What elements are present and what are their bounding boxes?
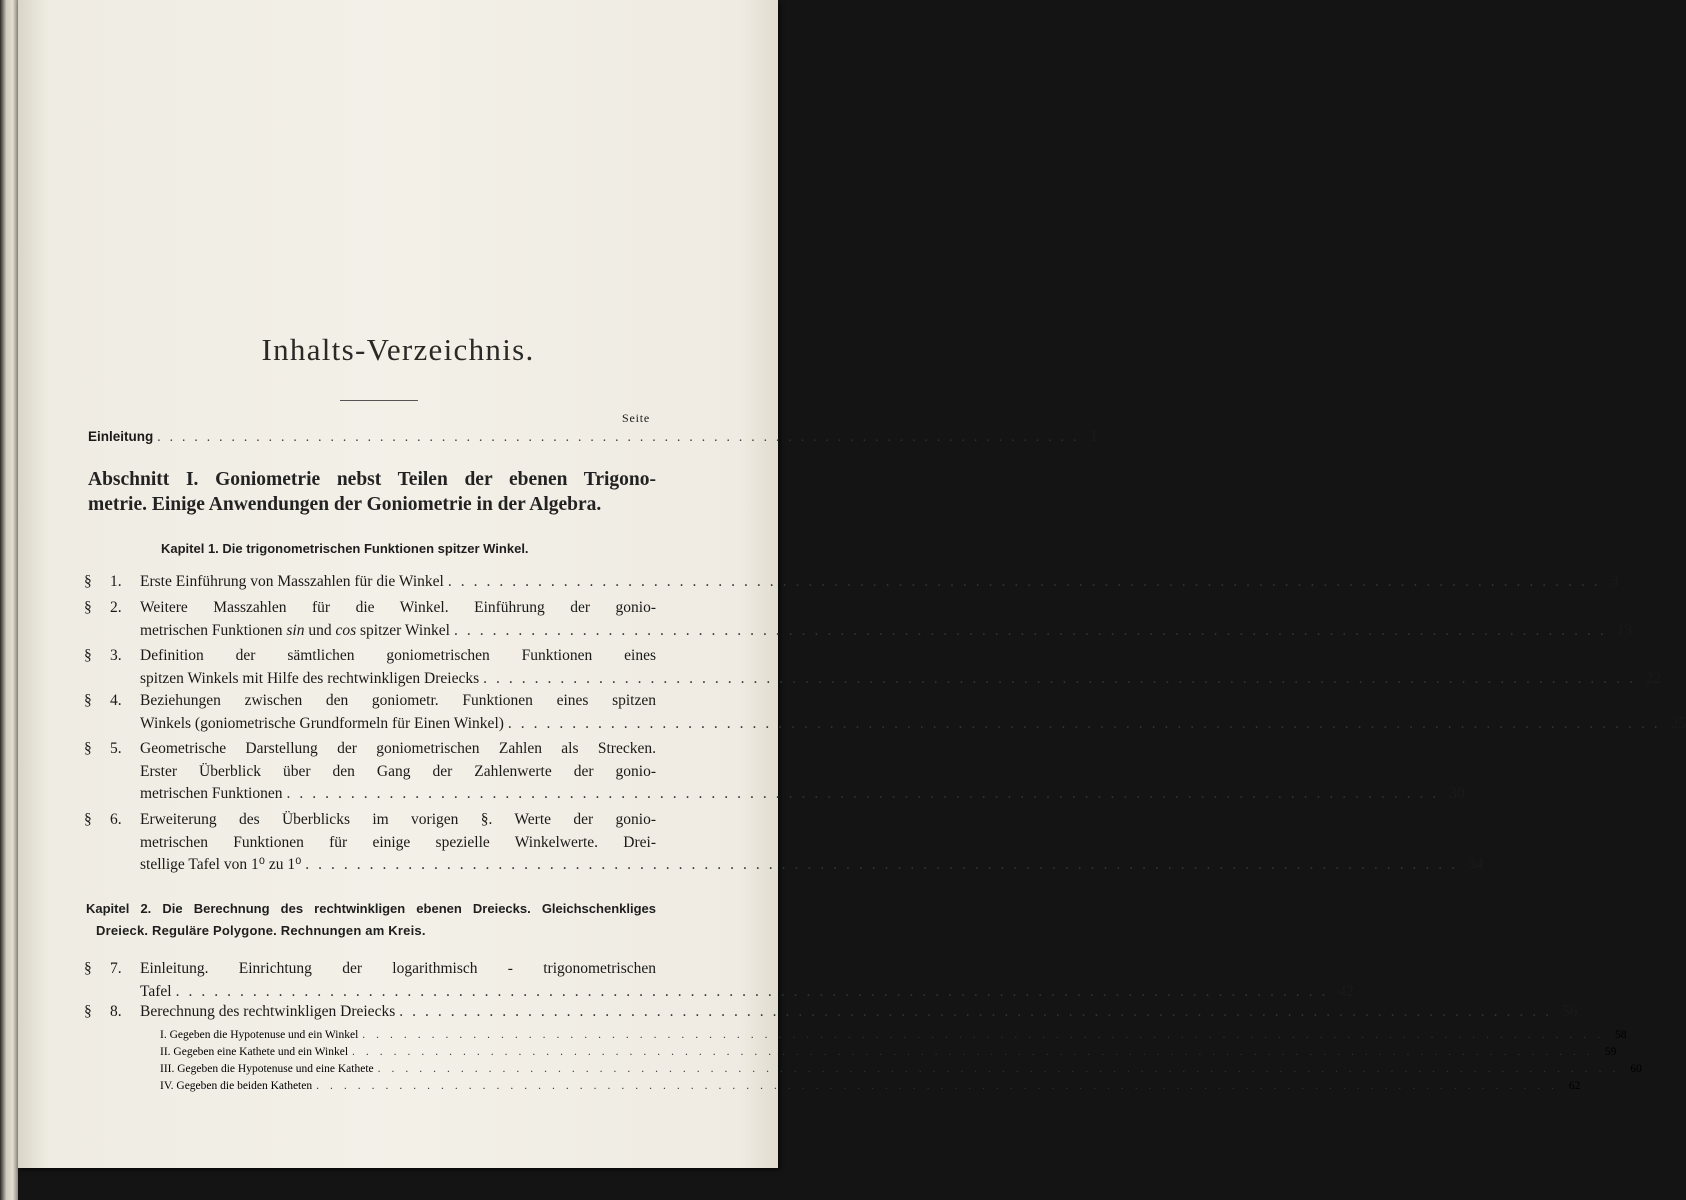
section-line: Weitere Masszahlen für die Winkel. Einführung der gonio- xyxy=(140,599,656,616)
section-page: 3 xyxy=(1610,573,1619,590)
subentry-row xyxy=(160,1080,1581,1094)
title-divider xyxy=(340,400,418,401)
section-line: stellige Tafel von 1⁰ zu 1⁰ xyxy=(140,856,302,873)
einleitung-label: Einleitung xyxy=(88,429,154,444)
leader-dots: .......................................................................................... xyxy=(305,856,1465,873)
leader-dots: .......................................................................................... xyxy=(175,982,1335,1000)
subentry-row xyxy=(160,1046,1617,1060)
section-line: Definition der sämtlichen goniometrischen Funktionen eines xyxy=(140,647,656,664)
leader-dots: .......................................................................................... xyxy=(399,1003,1558,1020)
book-page xyxy=(18,0,1686,1168)
section-last-line xyxy=(140,713,1686,736)
section-sign: § xyxy=(84,1003,92,1020)
section-number: 3. xyxy=(110,647,122,664)
section-line: Tafel xyxy=(140,982,172,1000)
section-sign: § xyxy=(84,647,92,664)
leader-dots: .......................................................................................... xyxy=(447,573,1607,590)
subentry-page: 60 xyxy=(1630,1063,1642,1075)
book-spine-edge xyxy=(0,0,18,1200)
section-number: 1. xyxy=(110,573,122,590)
subentry-text: IV. Gegeben die beiden Katheten xyxy=(160,1080,313,1092)
leader-dots: .......................................................................................... xyxy=(362,1029,1612,1041)
section-text xyxy=(140,738,1465,806)
section-line: Erster Überblick über den Gang der Zahlenwerte der gonio- xyxy=(140,762,656,780)
section-last-line xyxy=(140,783,1465,806)
section-sign: § xyxy=(84,599,92,616)
leader-dots: .......................................................................................... xyxy=(453,621,1613,639)
section-number: 7. xyxy=(110,960,122,977)
subentry-row xyxy=(160,1063,1642,1077)
leader-dots: ........................................................................... xyxy=(157,429,1086,444)
section-page: 30 xyxy=(1449,785,1465,802)
kapitel-2-line: Dreieck. Reguläre Polygone. Rechnungen am Kreis. xyxy=(96,923,426,938)
section-page: 34 xyxy=(1468,856,1484,873)
section-last-line xyxy=(140,981,1354,1004)
abschnitt-line: Abschnitt I. Goniometrie nebst Teilen der ebenen Trigono- xyxy=(88,469,656,490)
section-line: metrischen Funktionen xyxy=(140,785,283,802)
einleitung-entry xyxy=(88,426,1098,446)
section-sign: § xyxy=(84,960,92,977)
section-sign: § xyxy=(84,811,92,828)
leader-dots: .......................................................................................... xyxy=(483,669,1642,687)
section-text xyxy=(140,1001,1578,1024)
section-page: 56 xyxy=(1561,1003,1578,1020)
page-title: Inhalts-Verzeichnis. xyxy=(261,332,535,367)
subentry-page: 59 xyxy=(1604,1046,1617,1058)
subentry-text: III. Gegeben die Hypotenuse und eine Kathete xyxy=(160,1063,374,1075)
section-text xyxy=(140,809,1484,877)
section-line: Winkels (goniometrische Grundformeln für Einen Winkel) xyxy=(140,714,504,732)
leader-dots: .......................................................................................... xyxy=(507,714,1667,732)
section-line: metrischen Funktionen für einige spezielle Winkelwerte. Drei- xyxy=(140,833,656,851)
leader-dots: .......................................................................................... xyxy=(352,1046,1601,1058)
section-text xyxy=(140,645,1662,690)
subentry-page: 62 xyxy=(1568,1080,1581,1092)
section-page: 42 xyxy=(1338,982,1354,1000)
section-page: 25 xyxy=(1670,714,1686,732)
subentry-row xyxy=(160,1029,1627,1043)
section-text xyxy=(140,597,1633,642)
section-page: 13 xyxy=(1616,621,1633,639)
section-fragment: metrischen Funktionen xyxy=(140,621,287,639)
kapitel-2-heading xyxy=(86,898,656,942)
section-line xyxy=(140,620,450,643)
subentry-text: I. Gegeben die Hypotenuse und ein Winkel xyxy=(160,1029,359,1041)
section-number: 2. xyxy=(110,599,122,616)
kapitel-2-line: Kapitel 2. Die Berechnung des rechtwinkligen ebenen Dreiecks. Gleichschenkliges xyxy=(86,901,656,916)
section-last-line xyxy=(140,620,1633,643)
section-number: 8. xyxy=(110,1003,122,1020)
section-page: 22 xyxy=(1645,669,1662,687)
section-line: Geometrische Darstellung der goniometrischen Zahlen als Strecken. xyxy=(140,740,656,757)
einleitung-page: 1 xyxy=(1089,426,1098,445)
section-last-line xyxy=(140,571,1619,594)
abschnitt-line: metrie. Einige Anwendungen der Goniometrie in der Algebra. xyxy=(88,494,602,515)
section-sign: § xyxy=(84,573,92,590)
section-line: Einleitung. Einrichtung der logarithmisch - trigonometrischen xyxy=(140,960,656,977)
subentry-page: 58 xyxy=(1615,1029,1627,1041)
section-line: Erweiterung des Überblicks im vorigen §. Werte der gonio- xyxy=(140,811,656,828)
section-number: 6. xyxy=(110,811,122,828)
section-number: 4. xyxy=(110,692,122,709)
leader-dots: .......................................................................................... xyxy=(377,1063,1627,1075)
section-last-line xyxy=(140,668,1662,691)
abschnitt-heading xyxy=(88,467,656,517)
section-line: spitzen Winkels mit Hilfe des rechtwinkligen Dreiecks xyxy=(140,669,480,687)
leader-dots: .......................................................................................... xyxy=(286,785,1446,802)
seite-column-label: Seite xyxy=(622,411,650,425)
leader-dots: .......................................................................................... xyxy=(316,1080,1565,1092)
section-fragment: und xyxy=(304,621,336,639)
section-number: 5. xyxy=(110,740,122,757)
kapitel-1-heading: Kapitel 1. Die trigonometrischen Funktionen spitzer Winkel. xyxy=(161,541,529,556)
section-sign: § xyxy=(84,692,92,709)
section-line: Beziehungen zwischen den goniometr. Funktionen eines spitzen xyxy=(140,692,656,709)
math-function: sin xyxy=(286,621,305,639)
section-line: Berechnung des rechtwinkligen Dreiecks xyxy=(140,1003,396,1020)
section-sign: § xyxy=(84,740,92,757)
section-text xyxy=(140,571,1619,594)
section-line: Erste Einführung von Masszahlen für die Winkel xyxy=(140,573,444,590)
section-last-line xyxy=(140,1001,1578,1024)
math-function: cos xyxy=(335,621,357,639)
section-text xyxy=(140,690,1686,735)
section-last-line xyxy=(140,854,1484,877)
subentry-text: II. Gegeben eine Kathete und ein Winkel xyxy=(160,1046,349,1058)
section-fragment: spitzer Winkel xyxy=(356,621,450,639)
section-text xyxy=(140,958,1354,1003)
